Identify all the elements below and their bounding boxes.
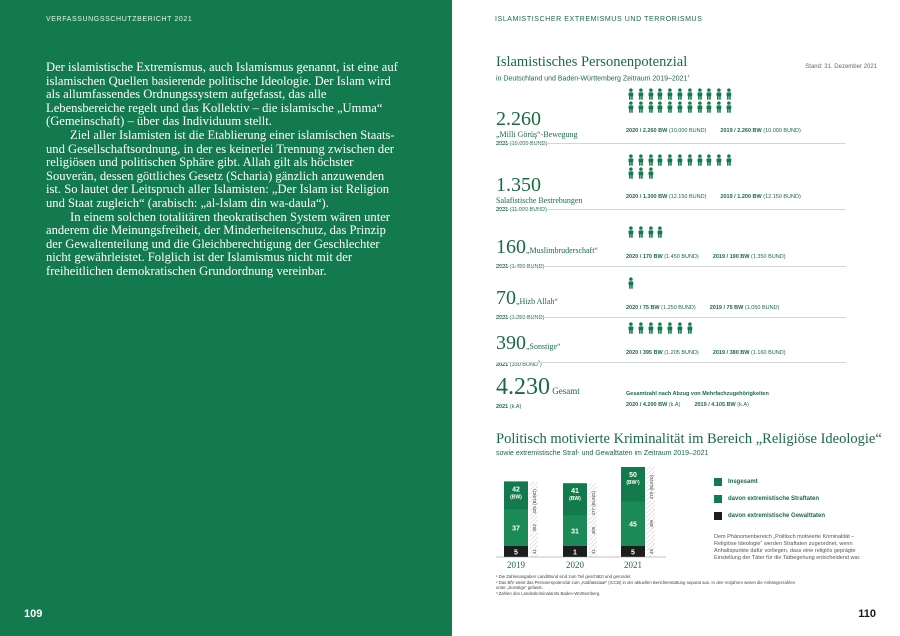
footnote-3: ³ Zahlen des Landeskriminalamts Baden-Württemberg. bbox=[496, 590, 601, 596]
person-icon bbox=[636, 154, 646, 166]
row-bund-close: ) bbox=[539, 361, 542, 368]
row-bund bbox=[496, 315, 846, 321]
label-insgesamt-value: 50 bbox=[629, 472, 637, 479]
total-year-entry bbox=[694, 402, 755, 408]
row-years bbox=[626, 254, 800, 260]
row-year-bund: (10.000 BUND) bbox=[668, 128, 707, 134]
person-icon bbox=[646, 88, 656, 100]
label-insgesamt-unit: (BW³) bbox=[626, 480, 640, 486]
page-number-left: 109 bbox=[24, 608, 43, 620]
row-separator bbox=[496, 209, 846, 210]
row-bund-value: (10.000 BUND) bbox=[509, 141, 548, 147]
row-year-entry bbox=[710, 305, 787, 311]
legend-swatch-insgesamt bbox=[714, 478, 722, 486]
body-text bbox=[46, 61, 402, 279]
total-year-entry bbox=[626, 402, 687, 408]
row-year-bund: (12.150 BUND) bbox=[763, 194, 801, 200]
label-gewalttaten: 5 bbox=[631, 549, 635, 557]
potential-subtitle-sup: 1 bbox=[687, 73, 690, 78]
person-icon bbox=[695, 88, 705, 100]
legend-item-insgesamt bbox=[714, 478, 825, 486]
row-name: „Hizb Allah“ bbox=[516, 297, 558, 306]
crime-title: Politisch motivierte Kriminalität im Bereich „Religiöse Ideologie“ bbox=[496, 431, 882, 447]
person-icon bbox=[636, 322, 646, 334]
row-separator bbox=[496, 362, 846, 363]
potential-row bbox=[496, 108, 846, 147]
person-icon bbox=[646, 226, 656, 238]
row-name: Salafistische Bestrebungen bbox=[496, 196, 583, 205]
label-insgesamt-unit: (BW) bbox=[569, 496, 581, 503]
row-number-value: 70 bbox=[496, 287, 516, 309]
person-icon bbox=[636, 167, 646, 179]
person-icon bbox=[724, 154, 734, 166]
legend-item-straftaten bbox=[714, 495, 825, 503]
row-year-entry bbox=[626, 305, 703, 311]
legend-label-insgesamt: Insgesamt bbox=[728, 479, 758, 485]
label-insgesamt-value: 41 bbox=[571, 488, 579, 496]
person-icon bbox=[675, 154, 685, 166]
person-icon bbox=[646, 167, 656, 179]
total-year-bund: (k.A) bbox=[737, 402, 749, 408]
legend-label-straftaten: davon extremistische Straftaten bbox=[728, 496, 820, 502]
row-name: „Sonstige“ bbox=[526, 342, 561, 351]
label-gewalttaten: 5 bbox=[514, 549, 518, 557]
paragraph-2: Ziel aller Islamisten ist die Etablierung einer islamischen Staats- und Gesellschaftsordnung, in der es keinerlei Trennung zwischen der religiösen und politischen Sphäre gibt. Allah gilt als höchster Souverän, dessen göttliches Gesetz (Scharia) gänzlich anzuwenden ist. So lautet der Leitspruch aller Islamisten: „Der Islam ist Religion und Staat zugleich“ (arabisch: „al-Islam din wa-daula“). bbox=[46, 127, 395, 210]
total-number bbox=[496, 376, 846, 402]
person-icon bbox=[665, 88, 675, 100]
total-number-value: 4.230 bbox=[496, 374, 550, 400]
person-icon bbox=[704, 154, 714, 166]
total-bund-year: 2021 bbox=[496, 404, 510, 410]
person-icon bbox=[626, 167, 636, 179]
label-bund-straftaten: 409 bbox=[591, 526, 596, 535]
row-year-value: 2019 / 380 BW bbox=[712, 350, 751, 356]
person-icon bbox=[636, 101, 646, 113]
label-bund-straftaten: 409 bbox=[649, 519, 654, 528]
label-straftaten: 31 bbox=[571, 528, 579, 536]
person-icon bbox=[675, 101, 685, 113]
total-note: Gesamtzahl nach Abzug von Mehrfachzugehörigkeiten bbox=[626, 391, 769, 397]
person-icon bbox=[714, 154, 724, 166]
label-bund-gewalttaten: 41 bbox=[591, 548, 596, 555]
row-name: „Milli Görüş“-Bewegung bbox=[496, 130, 578, 139]
row-number-value: 1.350 bbox=[496, 174, 541, 196]
person-icon bbox=[695, 154, 705, 166]
legend-item-gewalttaten bbox=[714, 512, 825, 520]
paragraph-1: Der islamistische Extremismus, auch Islamismus genannt, ist eine auf islamischen Quellen basierende politische Ideologie. Der Islam wird als allumfassendes Ordnungssystem aufgefasst, das alle Lebensbereiche regelt und das Kollektiv – die islamische „Umma“ (Gemeinschaft) – über das Individuum stellt. bbox=[46, 60, 398, 129]
label-bund-insgesamt: 477 (BUND) bbox=[591, 490, 596, 516]
person-icon bbox=[714, 101, 724, 113]
row-years bbox=[626, 305, 793, 311]
potential-subtitle bbox=[496, 73, 690, 82]
row-separator bbox=[496, 266, 846, 267]
potential-row bbox=[496, 332, 846, 368]
person-icon bbox=[646, 322, 656, 334]
row-bund-year: 2021 bbox=[496, 361, 510, 368]
person-icon bbox=[704, 88, 714, 100]
person-icon bbox=[704, 101, 714, 113]
total-years bbox=[626, 402, 763, 408]
stand-date: Stand: 31. Dezember 2021 bbox=[805, 64, 877, 70]
row-number-value: 160 bbox=[496, 236, 526, 258]
person-icon bbox=[626, 277, 636, 289]
row-years bbox=[626, 350, 800, 356]
row-bund bbox=[496, 207, 846, 213]
right-page bbox=[452, 0, 900, 636]
total-year-value: 2020 / 4.200 BW bbox=[626, 402, 669, 408]
person-icon bbox=[665, 322, 675, 334]
row-name: „Muslimbruderschaft“ bbox=[526, 246, 598, 255]
row-bund-value: (1.450 BUND) bbox=[509, 264, 545, 270]
person-icon bbox=[685, 101, 695, 113]
legend-label-gewalttaten: davon extremistische Gewalttaten bbox=[728, 513, 826, 519]
person-icon bbox=[685, 322, 695, 334]
row-year-value: 2019 / 190 BW bbox=[712, 254, 751, 260]
row-separator bbox=[496, 317, 846, 318]
row-year-entry bbox=[626, 128, 713, 134]
person-icon bbox=[675, 322, 685, 334]
person-figures bbox=[626, 154, 736, 179]
row-year-value: 2019 / 2.260 BW bbox=[720, 128, 764, 134]
row-year-value: 2020 / 1.300 BW bbox=[626, 194, 669, 200]
total-bund-value: (k.A) bbox=[509, 404, 522, 410]
person-icon bbox=[675, 88, 685, 100]
label-bund-straftaten: 362 bbox=[532, 523, 537, 532]
label-straftaten: 37 bbox=[512, 525, 520, 533]
year-label: 2021 bbox=[624, 560, 642, 570]
row-year-bund: (1.350 BUND) bbox=[750, 254, 786, 260]
person-icon bbox=[685, 154, 695, 166]
person-icon bbox=[626, 154, 636, 166]
legend-swatch-gewalttaten bbox=[714, 512, 722, 520]
person-icon bbox=[665, 101, 675, 113]
crime-chart-svg bbox=[496, 464, 706, 574]
row-bund-year: 2021 bbox=[496, 315, 510, 321]
left-running-header: VERFASSUNGSSCHUTZBERICHT 2021 bbox=[46, 16, 193, 23]
person-icon bbox=[655, 154, 665, 166]
person-icon bbox=[714, 88, 724, 100]
row-bund-year: 2021 bbox=[496, 207, 510, 213]
potential-subtitle-text: in Deutschland und Baden-Württemberg Zeitraum 2019–2021 bbox=[496, 75, 688, 83]
crime-subtitle: sowie extremistische Straf- und Gewalttaten im Zeitraum 2019–2021 bbox=[496, 450, 709, 457]
row-bund bbox=[496, 264, 846, 270]
year-label: 2019 bbox=[507, 560, 525, 570]
row-bund-value: (11.900 BUND) bbox=[509, 207, 547, 213]
label-insgesamt-unit: (BW) bbox=[510, 494, 522, 501]
right-running-header: ISLAMISTISCHER EXTREMISMUS UND TERRORISMUS bbox=[495, 16, 703, 23]
person-icon bbox=[724, 101, 734, 113]
total-label: Gesamt bbox=[550, 386, 580, 396]
person-icon bbox=[685, 88, 695, 100]
total-year-bund: (k.A) bbox=[668, 402, 681, 408]
label-insgesamt-value: 42 bbox=[512, 486, 520, 494]
person-icon bbox=[655, 101, 665, 113]
row-year-entry bbox=[713, 254, 793, 260]
person-icon bbox=[655, 322, 665, 334]
row-year-bund: (10.000 BUND) bbox=[763, 128, 801, 134]
row-number-value: 2.260 bbox=[496, 108, 541, 130]
row-bund-year: 2021 bbox=[496, 141, 510, 147]
page-number-right: 110 bbox=[858, 608, 876, 620]
row-separator bbox=[496, 143, 846, 144]
person-icon bbox=[724, 88, 734, 100]
row-bund-value: (330 BUND bbox=[509, 361, 538, 368]
person-figures bbox=[626, 88, 736, 113]
row-year-bund: (1.450 BUND) bbox=[664, 254, 699, 260]
footnotes bbox=[496, 574, 796, 596]
legend-note: Dem Phänomenbereich „Politisch motivierte Kriminalität – Religiöse Ideologie“ werden Straftaten zugeordnet, wenn Anhaltspunkte dafür vorliegen, dass eine religiös geprägte Einstellung der Täter für die Tatbegehung entscheidend war. bbox=[714, 534, 861, 561]
label-bund-gewalttaten: 41 bbox=[532, 548, 537, 555]
person-icon bbox=[655, 88, 665, 100]
row-year-entry bbox=[626, 194, 713, 200]
person-figures bbox=[626, 322, 706, 334]
crime-chart bbox=[496, 464, 706, 574]
label-bund-gewalttaten: 49 bbox=[649, 548, 654, 555]
row-year-entry bbox=[626, 254, 706, 260]
row-year-value: 2020 / 170 BW bbox=[626, 254, 665, 260]
person-icon bbox=[626, 226, 636, 238]
row-year-value: 2020 / 2.260 BW bbox=[626, 128, 669, 134]
year-label: 2020 bbox=[566, 560, 584, 570]
person-icon bbox=[626, 322, 636, 334]
person-icon bbox=[655, 226, 665, 238]
potential-row bbox=[496, 236, 846, 270]
row-bund bbox=[496, 141, 846, 147]
footnote-2: ² Das BfV weist das Personenpotenzial zum „Kalifatsstaat“ (ICCB) in der aktuellen Berichterstattung separat aus. In den Vorjahren waren die Anhängerzahlen unter „Sonstige“ gefasst. bbox=[496, 579, 796, 591]
row-year-entry bbox=[720, 128, 807, 134]
row-bund-year: 2021 bbox=[496, 264, 510, 270]
label-bund-insgesamt: 425 (BUND) bbox=[532, 489, 537, 514]
row-year-value: 2019 / 1.200 BW bbox=[720, 194, 764, 200]
person-icon bbox=[626, 101, 636, 113]
paragraph-3: In einem solchen totalitären theokratischen System wären unter anderem die Meinungsfreiheit, der Minderheitenschutz, das Prinzip der Gewaltenteilung und die Gleichberechtigung der Geschlechter nicht gewährleistet. Folglich ist der Islamismus nicht mit der freiheitlichen demokratischen Grundordnung vereinbar. bbox=[46, 209, 390, 278]
person-icon bbox=[626, 88, 636, 100]
total-year-value: 2019 / 4.105 BW bbox=[694, 402, 738, 408]
row-year-value: 2019 / 75 BW bbox=[709, 305, 745, 311]
person-icon bbox=[636, 88, 646, 100]
potential-row bbox=[496, 174, 846, 213]
label-bund-insgesamt: 479 (BUND) bbox=[649, 474, 654, 500]
chart-legend bbox=[714, 478, 825, 529]
row-year-entry bbox=[713, 350, 793, 356]
person-icon bbox=[646, 154, 656, 166]
row-years bbox=[626, 128, 815, 134]
row-year-value: 2020 / 75 BW bbox=[626, 305, 662, 311]
row-year-bund: (1.250 BUND) bbox=[661, 305, 696, 311]
person-icon bbox=[665, 154, 675, 166]
row-years bbox=[626, 194, 815, 200]
row-year-bund: (1.050 BUND) bbox=[744, 305, 780, 311]
potential-total-row bbox=[496, 376, 846, 410]
row-year-value: 2020 / 395 BW bbox=[626, 350, 665, 356]
person-icon bbox=[695, 101, 705, 113]
label-gewalttaten: 1 bbox=[573, 549, 577, 557]
row-bund-value: (1.250 BUND) bbox=[509, 315, 545, 321]
legend-swatch-straftaten bbox=[714, 495, 722, 503]
potential-row bbox=[496, 287, 846, 321]
row-number-value: 390 bbox=[496, 332, 526, 354]
person-figures bbox=[626, 277, 736, 289]
row-year-entry bbox=[626, 350, 706, 356]
row-bund-sup: 2 bbox=[537, 360, 540, 364]
footnote-1: ¹ Die Zahlenangaben Land/Bund sind zum Teil geschätzt und gerundet. bbox=[496, 574, 632, 579]
person-icon bbox=[646, 101, 656, 113]
row-year-bund: (1.160 BUND) bbox=[750, 350, 786, 356]
person-figures bbox=[626, 226, 736, 238]
potential-title: Islamistisches Personenpotenzial bbox=[496, 54, 688, 70]
row-year-bund: (1.205 BUND) bbox=[664, 350, 699, 356]
row-year-entry bbox=[720, 194, 807, 200]
person-icon bbox=[636, 226, 646, 238]
label-straftaten: 45 bbox=[629, 521, 637, 529]
row-year-bund: (12.150 BUND) bbox=[668, 194, 707, 200]
